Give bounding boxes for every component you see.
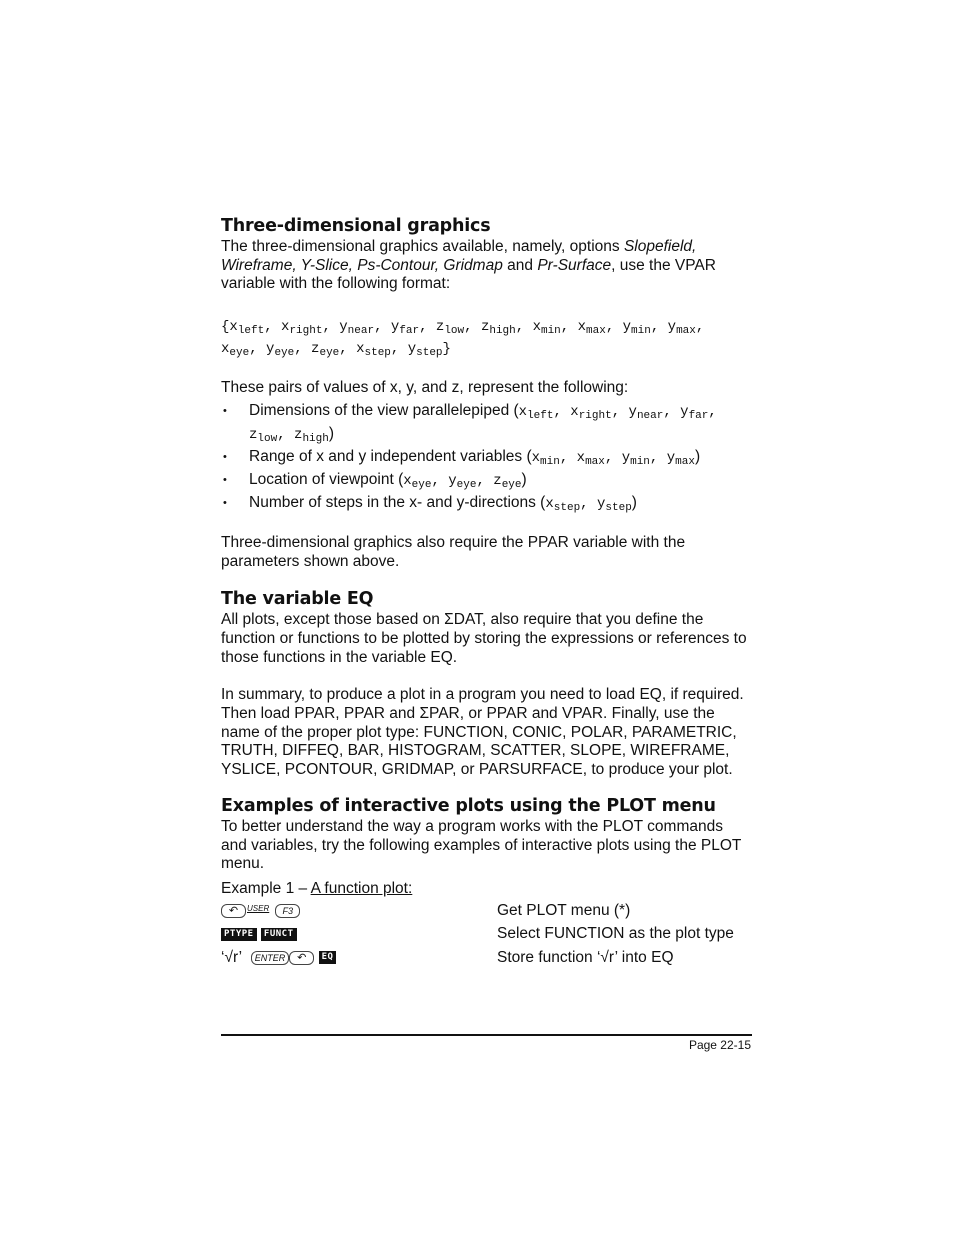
summary-paragraph: In summary, to produce a plot in a program you need to load EQ, if required. Then load PPAR, PPAR and ΣPAR, or PPAR and VPAR. Finally, use the name of the proper plot type: FUNCTION, CONIC, POLAR, PARAMETRIC, TRUTH, DIFFEQ, BAR, HISTOGRAM, SCATTER, SLOPE, WIREFRAME, YSLICE, PCONTOUR, GRIDMAP, or PARSURFACE, to produce your plot. xyxy=(221,686,744,779)
heading-variable-eq: The variable EQ xyxy=(221,589,374,610)
left-shift-key-icon[interactable]: ↶ xyxy=(221,904,246,918)
example-row-2 xyxy=(221,922,751,946)
example-title: Example 1 – A function plot: xyxy=(221,879,413,897)
example-row-3 xyxy=(221,946,751,970)
example-row-2-desc: Select FUNCTION as the plot type xyxy=(497,925,734,943)
interactive-paragraph: To better understand the way a program works with the PLOT commands and variables, try the following examples of interactive plots using the PLOT menu. xyxy=(221,817,742,873)
f3-key[interactable]: F3 xyxy=(275,904,300,918)
user-key-label: USER xyxy=(247,903,270,913)
eq-softkey[interactable]: EQ xyxy=(319,951,337,964)
footer-divider xyxy=(221,1034,752,1036)
enter-key[interactable]: ENTER xyxy=(251,951,290,965)
example-row-1 xyxy=(221,899,751,923)
page-content xyxy=(221,214,751,969)
funct-softkey[interactable]: FUNCT xyxy=(261,928,297,941)
pairs-paragraph: These pairs of values of x, y, and z, represent the following: xyxy=(221,379,629,397)
list-item: • Range of x and y independent variables ($x_{min}$, $x_{max}$, $y_{min}$, $y_{max}$) xyxy=(221,446,751,469)
eq-paragraph: All plots, except those based on ΣDAT, also require that you define the function or functions to be plotted by storing the expressions or references to those functions in the variable EQ. xyxy=(221,611,747,666)
heading-three-dimensional-graphics: Three-dimensional graphics xyxy=(221,216,491,236)
list-item: • Dimensions of the view parallelepiped ($x_{left}$, $x_{right}$, $y_{near}$, $y_{far}$, $z_{low}$, $z_{high}$) xyxy=(221,400,751,446)
vpar-bullet-list xyxy=(221,400,751,515)
list-item: • Location of viewpoint ($x_{eye}$, $y_{eye}$, $z_{eye}$) xyxy=(221,469,751,492)
ptype-softkey[interactable]: PTYPE xyxy=(221,928,257,941)
closing-paragraph: Three-dimensional graphics also require the PPAR variable with the parameters shown above. xyxy=(221,533,686,570)
heading-interactive-plots: Examples of interactive plots using the PLOT menu xyxy=(221,795,716,816)
intro-paragraph: The three-dimensional graphics available, namely, options Slopefield, Wireframe, Y-Slice, Ps-Contour, Gridmap and Pr-Surface, use the VPAR variable with the following format: xyxy=(221,238,716,293)
example-row-1-desc: Get PLOT menu (*) xyxy=(497,901,631,919)
page-number: Page 22-15 xyxy=(688,1038,751,1052)
vpar-format: {$x_{left}$, $x_{right}$, $y_{near}$, $y_{far}$, $z_{low}$, $z_{high}$, $x_{min}$, $x_{max}$, $y_{min}$, $y_{max}$, $x_{eye}$, $y_{eye}$, $z_{eye}$, $x_{step}$, $y_{step}$} xyxy=(221,319,705,360)
list-item: • Number of steps in the x- and y-directions ($x_{step}$, $y_{step}$) xyxy=(221,492,751,515)
example-row-3-desc: Store function ‘√r’ into EQ xyxy=(497,948,674,966)
left-shift-key-icon[interactable]: ↶ xyxy=(289,951,314,965)
sqrt-expression: ‘√r’ xyxy=(221,948,243,966)
